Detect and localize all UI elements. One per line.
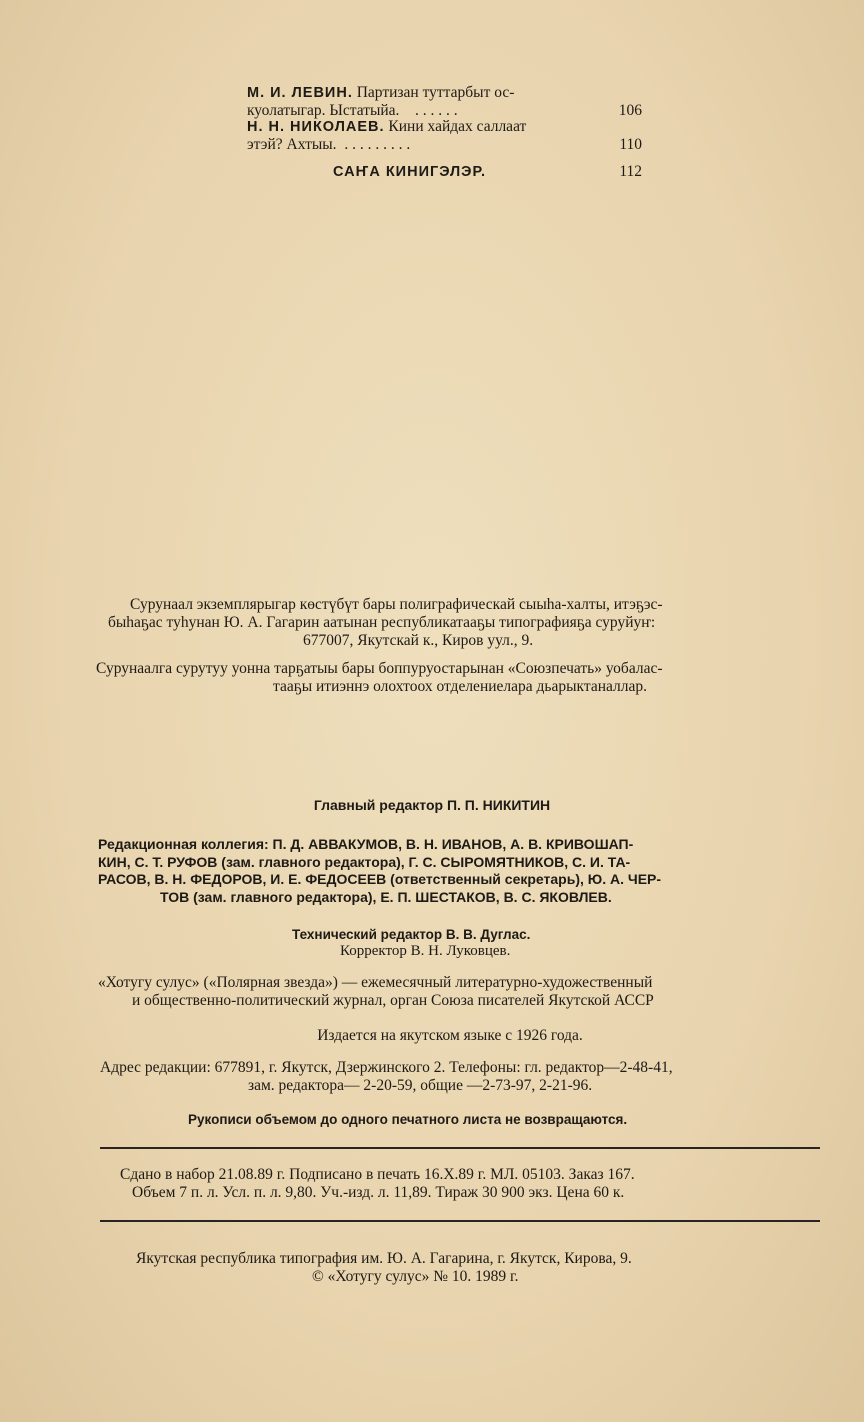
toc-leader-dots: . . . . . .	[414, 102, 458, 119]
toc-title-line: Кини хайдах саллаат	[388, 118, 527, 135]
editorial-board	[98, 836, 828, 906]
production-line: Сдано в набор 21.08.89 г. Подписано в печать 16.X.89 г. МЛ. 05103. Заказ 167.	[120, 1166, 635, 1183]
address-line: зам. редактора— 2-20-59, общие —2-73-97, 2-21-96.	[248, 1077, 593, 1094]
toc-leader-dots: . . . . . . . . .	[344, 136, 411, 153]
divider	[100, 1220, 820, 1222]
board-line: РАСОВ, В. Н. ФЕДОРОВ, И. Е. ФЕДОСЕЕВ (ответственный секретарь), Ю. А. ЧЕР-	[98, 871, 662, 887]
toc-title-line: куолатыгар. Ыстатыйа.	[247, 102, 400, 119]
toc-author: М. И. ЛЕВИН.	[247, 85, 353, 101]
staff-credits	[292, 926, 530, 960]
chief-editor: Главный редактор П. П. НИКИТИН	[313, 797, 551, 813]
toc-page-number: 110	[619, 136, 642, 153]
tech-editor: Технический редактор В. В. Дуглас.	[292, 927, 531, 942]
notice-line: быһаҕас туһунан Ю. А. Гагарин аатынан республикатааҕы типографияҕа суруйуҥ:	[108, 614, 656, 631]
toc-section-title: САҤА КИНИГЭЛЭР.	[333, 164, 486, 180]
toc-author: Н. Н. НИКОЛАЕВ.	[247, 119, 385, 135]
journal-line: и общественно-политический журнал, орган Союза писателей Якутской АССР	[132, 992, 654, 1009]
notice-line: Сурунаалга сурутуу уонна тарҕатыы бары боппуруостарынан «Союзпечать» уобалас-	[96, 660, 663, 677]
printer-info: Якутская республика типография им. Ю. А. Гагарина, г. Якутск, Кирова, 9.	[136, 1250, 632, 1267]
toc-entry-nikolaev	[247, 118, 642, 153]
toc-title-line: этэй? Ахтыы.	[247, 136, 337, 153]
production-line: Объем 7 п. л. Усл. п. л. 9,80. Уч.-изд. л. 11,89. Тираж 30 900 экз. Цена 60 к.	[132, 1184, 625, 1201]
notice-line: Сурунаал экземплярыгар көстүбүт бары полиграфическай сыыһа-халты, итэҕэс-	[130, 596, 663, 613]
journal-line: «Хотугу сулус» («Полярная звезда») — ежемесячный литературно-художественный	[98, 974, 653, 991]
notice-line: 677007, Якутскай к., Киров уул., 9.	[303, 632, 534, 649]
address-line: Адрес редакции: 677891, г. Якутск, Дзержинского 2. Телефоны: гл. редактор—2-48-41,	[100, 1059, 673, 1076]
toc-page-number: 112	[619, 163, 642, 180]
published-since: Издается на якутском языке с 1926 года.	[317, 1027, 583, 1044]
manuscripts-notice: Рукописи объемом до одного печатного листа не возвращаются.	[188, 1112, 628, 1127]
toc-page-number: 106	[618, 102, 642, 119]
journal-description	[98, 974, 828, 1010]
toc-entry-levin	[247, 84, 642, 119]
toc-entry-new-books	[247, 163, 642, 181]
corrector: Корректор В. Н. Луковцев.	[340, 943, 511, 959]
subscription-notice	[96, 660, 836, 696]
board-line: КИН, С. Т. РУФОВ (зам. главного редактора), Г. С. СЫРОМЯТНИКОВ, С. И. ТА-	[98, 853, 631, 870]
divider	[100, 1147, 820, 1149]
toc-title-line: Партизан туттарбыт ос-	[356, 84, 515, 101]
board-line: ТОВ (зам. главного редактора), Е. П. ШЕСТАКОВ, В. С. ЯКОВЛЕВ.	[160, 888, 612, 905]
board-line: Редакционная коллегия: П. Д. АВВАКУМОВ, В. Н. ИВАНОВ, А. В. КРИВОШАП-	[98, 836, 634, 852]
editorial-address	[100, 1059, 830, 1095]
notice-line: тааҕы итиэннэ олохтоох отделениелара дьарыктаналлар.	[273, 678, 647, 695]
production-details	[120, 1166, 820, 1202]
print-errors-notice	[108, 596, 838, 650]
copyright-line: © «Хотугу сулус» № 10. 1989 г.	[312, 1268, 519, 1285]
